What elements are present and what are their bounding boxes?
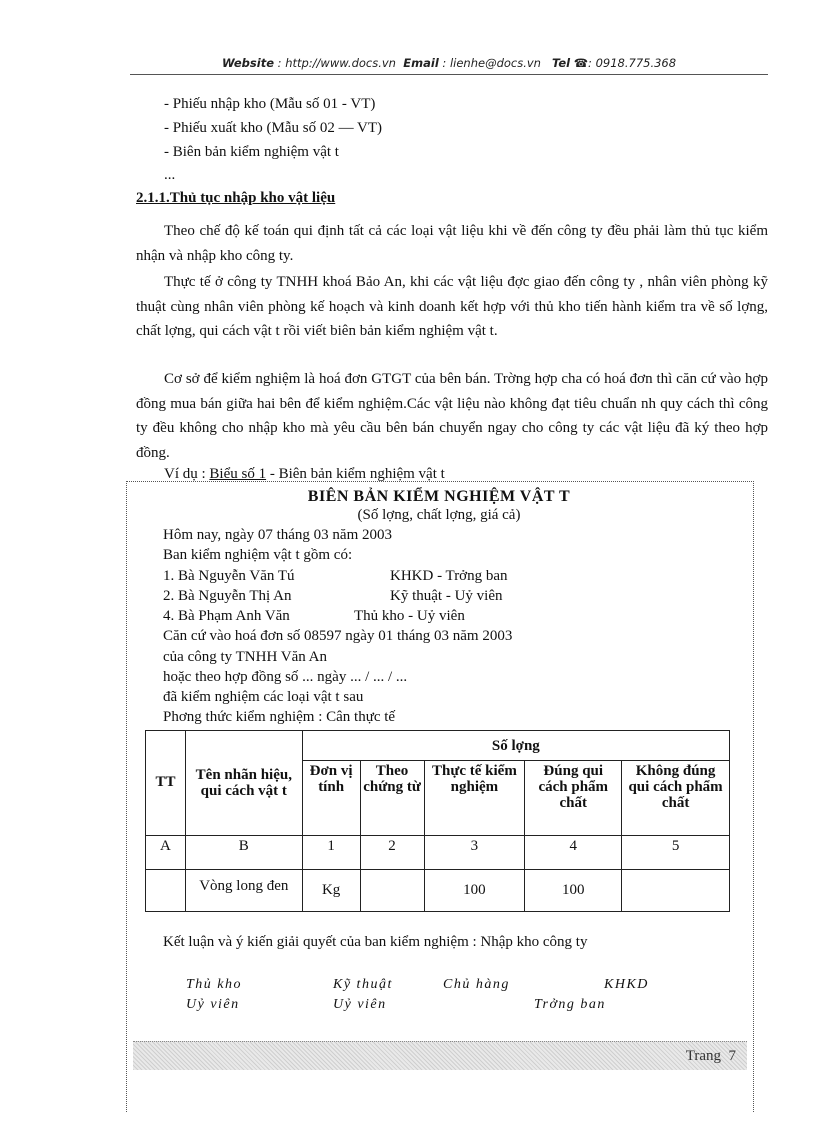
page-number-value: 7 <box>728 1048 736 1064</box>
table-cell: 4 <box>525 836 622 870</box>
inspected-line: đã kiểm nghiệm các loại vật t sau <box>163 689 364 705</box>
date-line: Hôm nay, ngày 07 tháng 03 năm 2003 <box>163 527 392 543</box>
company-line: của công ty TNHH Văn An <box>163 649 328 665</box>
table-row <box>146 836 730 870</box>
signature-truong-ban: Trởng ban <box>534 997 606 1012</box>
member-name: 2. Bà Nguyễn Thị An <box>163 588 292 604</box>
signature-uy-vien-1: Uỷ viên <box>186 997 240 1012</box>
header-notok: Không đúng qui cách phẩm chất <box>622 761 730 836</box>
table-cell: 1 <box>302 836 360 870</box>
list-item: - Phiếu nhập kho (Mẫu số 01 - VT) <box>164 96 376 112</box>
table-cell: A <box>146 836 186 870</box>
header-divider <box>130 74 768 75</box>
signature-chu-hang: Chủ hàng <box>443 977 510 992</box>
table-cell: 2 <box>360 836 424 870</box>
footer-bar <box>133 1041 747 1070</box>
method-line: Phơng thức kiểm nghiệm : Cân thực tế <box>163 709 396 725</box>
example-suffix: - Biên bản kiểm nghiệm vật t <box>266 466 445 482</box>
member-role: Thủ kho - Uỷ viên <box>354 608 465 624</box>
list-item: - Phiếu xuất kho (Mẫu số 02 — VT) <box>164 120 383 136</box>
member-name: 4. Bà Phạm Anh Văn <box>163 608 290 624</box>
conclusion-line: Kết luận và ý kiến giải quyết của ban kiểm nghiệm : Nhập kho công ty <box>163 934 588 950</box>
paragraph: Theo chế độ kế toán qui định tất cả các loại vật liệu khi về đến công ty đều phải làm thủ tục kiểm nhận và nhập kho công ty. <box>136 223 768 264</box>
example-prefix: Ví dụ : <box>164 466 210 482</box>
header-quantity: Số lợng <box>302 731 729 761</box>
header-doc: Theo chứng từ <box>360 761 424 836</box>
website-label: Website <box>221 56 275 70</box>
table-cell: 100 <box>424 870 525 912</box>
signature-thu-kho: Thủ kho <box>186 977 242 992</box>
email-value: : lienhe@docs.vn <box>442 56 541 70</box>
website-value: : http://www.docs.vn <box>277 56 396 70</box>
report-subtitle: (Số lợng, chất lợng, giá cả) <box>357 507 521 523</box>
paragraph: Thực tế ở công ty TNHH khoá Bảo An, khi các vật liệu đợc giao đến công ty , nhân viên phòng kỹ thuật cùng nhân viên phòng kế hoạch và kinh doanh kết hợp với thủ kho tiến hành kiểm tra về số lợng, chất lợng, qui cách vật t rồi viết biên bản kiểm nghiệm vật t. <box>136 274 768 339</box>
example-label: Biểu số 1 <box>209 466 267 482</box>
paragraph: Cơ sở để kiểm nghiệm là hoá đơn GTGT của bên bán. Trờng hợp cha có hoá đơn thì căn cứ vào hợp đồng mua bán giữa hai bên để kiểm nghiệm.Các vật liệu nào không đạt tiêu chuẩn nh quy cách thì công ty đều không cho nhập kho mà yêu cầu bên bán chuyển ngay cho công ty các vật liệu đã ký theo hợp đồng. <box>136 371 768 461</box>
phone-icon: ☎ <box>573 56 589 70</box>
section-title: 2.1.1.Thủ tục nhập kho vật liệu <box>136 190 336 206</box>
member-role: KHKD - Trởng ban <box>390 568 508 584</box>
table-cell <box>360 870 424 912</box>
header-actual: Thực tế kiểm nghiệm <box>424 761 525 836</box>
header-ok: Đúng qui cách phẩm chất <box>525 761 622 836</box>
tel-value: : 0918.775.368 <box>588 56 677 70</box>
list-item: - Biên bản kiểm nghiệm vật t <box>164 144 339 160</box>
member-name: 1. Bà Nguyễn Văn Tú <box>163 568 295 584</box>
header-name: Tên nhãn hiệu, qui cách vật t <box>185 731 302 836</box>
contract-line: hoặc theo hợp đồng số ... ngày ... / ... / ... <box>163 669 408 685</box>
list-item: ... <box>164 167 176 183</box>
table-cell: Vòng long đen <box>185 870 302 912</box>
page-header <box>130 56 768 70</box>
header-tt: TT <box>146 731 186 836</box>
table-cell: B <box>185 836 302 870</box>
table-cell: 3 <box>424 836 525 870</box>
table-row <box>146 870 730 912</box>
table-cell <box>622 870 730 912</box>
header-unit: Đơn vị tính <box>302 761 360 836</box>
tel-label: Tel <box>551 56 571 70</box>
basis-line: Căn cứ vào hoá đơn số 08597 ngày 01 tháng 03 năm 2003 <box>163 628 513 644</box>
committee-line: Ban kiểm nghiệm vật t gồm có: <box>163 547 353 563</box>
inspection-table <box>145 730 730 912</box>
table-cell: 5 <box>622 836 730 870</box>
table-cell: 100 <box>525 870 622 912</box>
report-title: BIÊN BẢN KIỂM NGHIỆM VẬT T <box>307 488 571 505</box>
page-number <box>686 1048 736 1065</box>
member-role: Kỹ thuật - Uỷ viên <box>390 588 503 604</box>
table-cell <box>146 870 186 912</box>
email-label: Email <box>403 56 439 70</box>
signature-ky-thuat: Kỹ thuật <box>333 977 393 992</box>
table-cell: Kg <box>302 870 360 912</box>
signature-khkd: KHKD <box>604 977 649 992</box>
signature-uy-vien-2: Uỷ viên <box>333 997 387 1012</box>
page-label: Trang <box>685 1048 721 1064</box>
